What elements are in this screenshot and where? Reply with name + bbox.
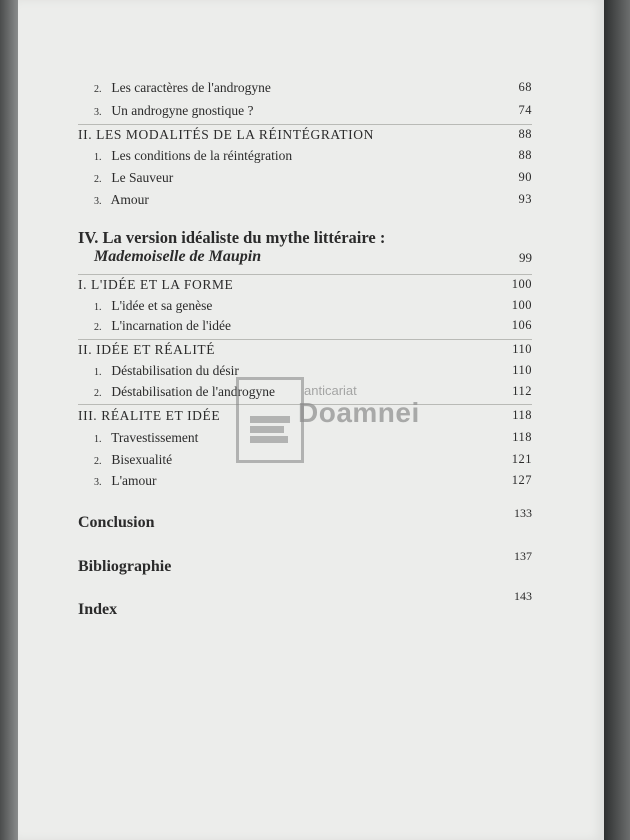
entry-page: 100 xyxy=(511,298,532,312)
section-page: 88 xyxy=(518,127,532,141)
entry-label: L'incarnation de l'idée xyxy=(111,318,231,333)
entry-number: 2. xyxy=(94,322,102,333)
entry-label: Un androgyne gnostique ? xyxy=(111,103,254,118)
entry-number: 3. xyxy=(94,107,102,118)
watermark-big-text: Doamnei xyxy=(298,397,420,428)
entry-page: 112 xyxy=(512,384,532,398)
section-page: 100 xyxy=(511,277,532,291)
entry-page: 88 xyxy=(518,148,532,162)
divider xyxy=(78,339,532,340)
toc-backmatter xyxy=(0,589,630,623)
watermark-frame xyxy=(236,377,304,463)
books-icon xyxy=(250,416,290,450)
entry-number: 2. xyxy=(94,456,102,467)
toc-entry xyxy=(0,318,630,340)
entry-label: Déstabilisation du désir xyxy=(111,363,239,378)
entry-label: Bisexualité xyxy=(111,452,173,467)
entry-label: L'amour xyxy=(111,473,157,488)
toc-section xyxy=(0,277,630,299)
entry-page: 74 xyxy=(518,103,532,117)
entry-label: Les conditions de la réintégration xyxy=(111,148,293,163)
chapter-subtitle: Mademoiselle de Maupin xyxy=(94,248,262,265)
toc-backmatter xyxy=(0,506,630,536)
toc-section xyxy=(0,127,630,149)
entry-page: 90 xyxy=(518,170,532,184)
toc-chapter-subtitle-row xyxy=(0,248,630,270)
divider xyxy=(78,274,532,275)
entry-number: 2. xyxy=(94,388,102,399)
entry-page: 93 xyxy=(518,192,532,206)
entry-page: 68 xyxy=(518,80,532,94)
entry-label: Amour xyxy=(110,192,149,207)
entry-number: 3. xyxy=(94,477,102,488)
backmatter-label: Index xyxy=(78,601,118,618)
entry-label: Les caractères de l'androgyne xyxy=(111,80,271,95)
entry-page: 118 xyxy=(512,430,532,444)
toc-entry xyxy=(0,473,630,495)
entry-number: 2. xyxy=(94,84,102,95)
entry-number: 1. xyxy=(94,152,102,163)
section-label: III. RÉALITE ET IDÉE xyxy=(78,408,221,423)
chapter-title: IV. La version idéaliste du mythe littéraire : xyxy=(78,228,386,247)
entry-page: 127 xyxy=(511,473,532,487)
section-label: II. LES MODALITÉS DE LA RÉINTÉGRATION xyxy=(78,127,374,142)
toc-entry xyxy=(0,170,630,192)
backmatter-page: 137 xyxy=(514,549,532,563)
toc-backmatter xyxy=(0,549,630,580)
toc-section xyxy=(0,342,630,364)
entry-page: 106 xyxy=(511,318,532,332)
section-page: 110 xyxy=(512,342,532,356)
toc-entry xyxy=(0,192,630,214)
entry-number: 1. xyxy=(94,367,102,378)
entry-page: 110 xyxy=(512,363,532,377)
divider xyxy=(78,124,532,125)
toc-entry xyxy=(0,298,630,320)
entry-label: L'idée et sa genèse xyxy=(111,298,213,313)
backmatter-label: Bibliographie xyxy=(78,558,172,575)
backmatter-page: 143 xyxy=(514,589,532,603)
section-label: I. L'IDÉE ET LA FORME xyxy=(78,277,234,292)
entry-label: Le Sauveur xyxy=(111,170,174,185)
entry-label: Travestissement xyxy=(111,430,199,445)
toc-entry xyxy=(0,103,630,125)
entry-number: 3. xyxy=(94,196,102,207)
entry-label: Déstabilisation de l'androgyne xyxy=(111,384,276,399)
entry-number: 2. xyxy=(94,174,102,185)
backmatter-label: Conclusion xyxy=(78,514,155,531)
entry-number: 1. xyxy=(94,302,102,313)
toc-entry xyxy=(0,80,630,102)
watermark-logo xyxy=(236,377,420,459)
entry-number: 1. xyxy=(94,434,102,445)
section-page: 118 xyxy=(512,408,532,422)
section-label: II. IDÉE ET RÉALITÉ xyxy=(78,342,216,357)
chapter-page: 99 xyxy=(519,250,532,265)
watermark-small-text: anticariat xyxy=(304,383,357,398)
toc-entry xyxy=(0,148,630,170)
backmatter-page: 133 xyxy=(514,506,532,520)
entry-page: 121 xyxy=(511,452,532,466)
